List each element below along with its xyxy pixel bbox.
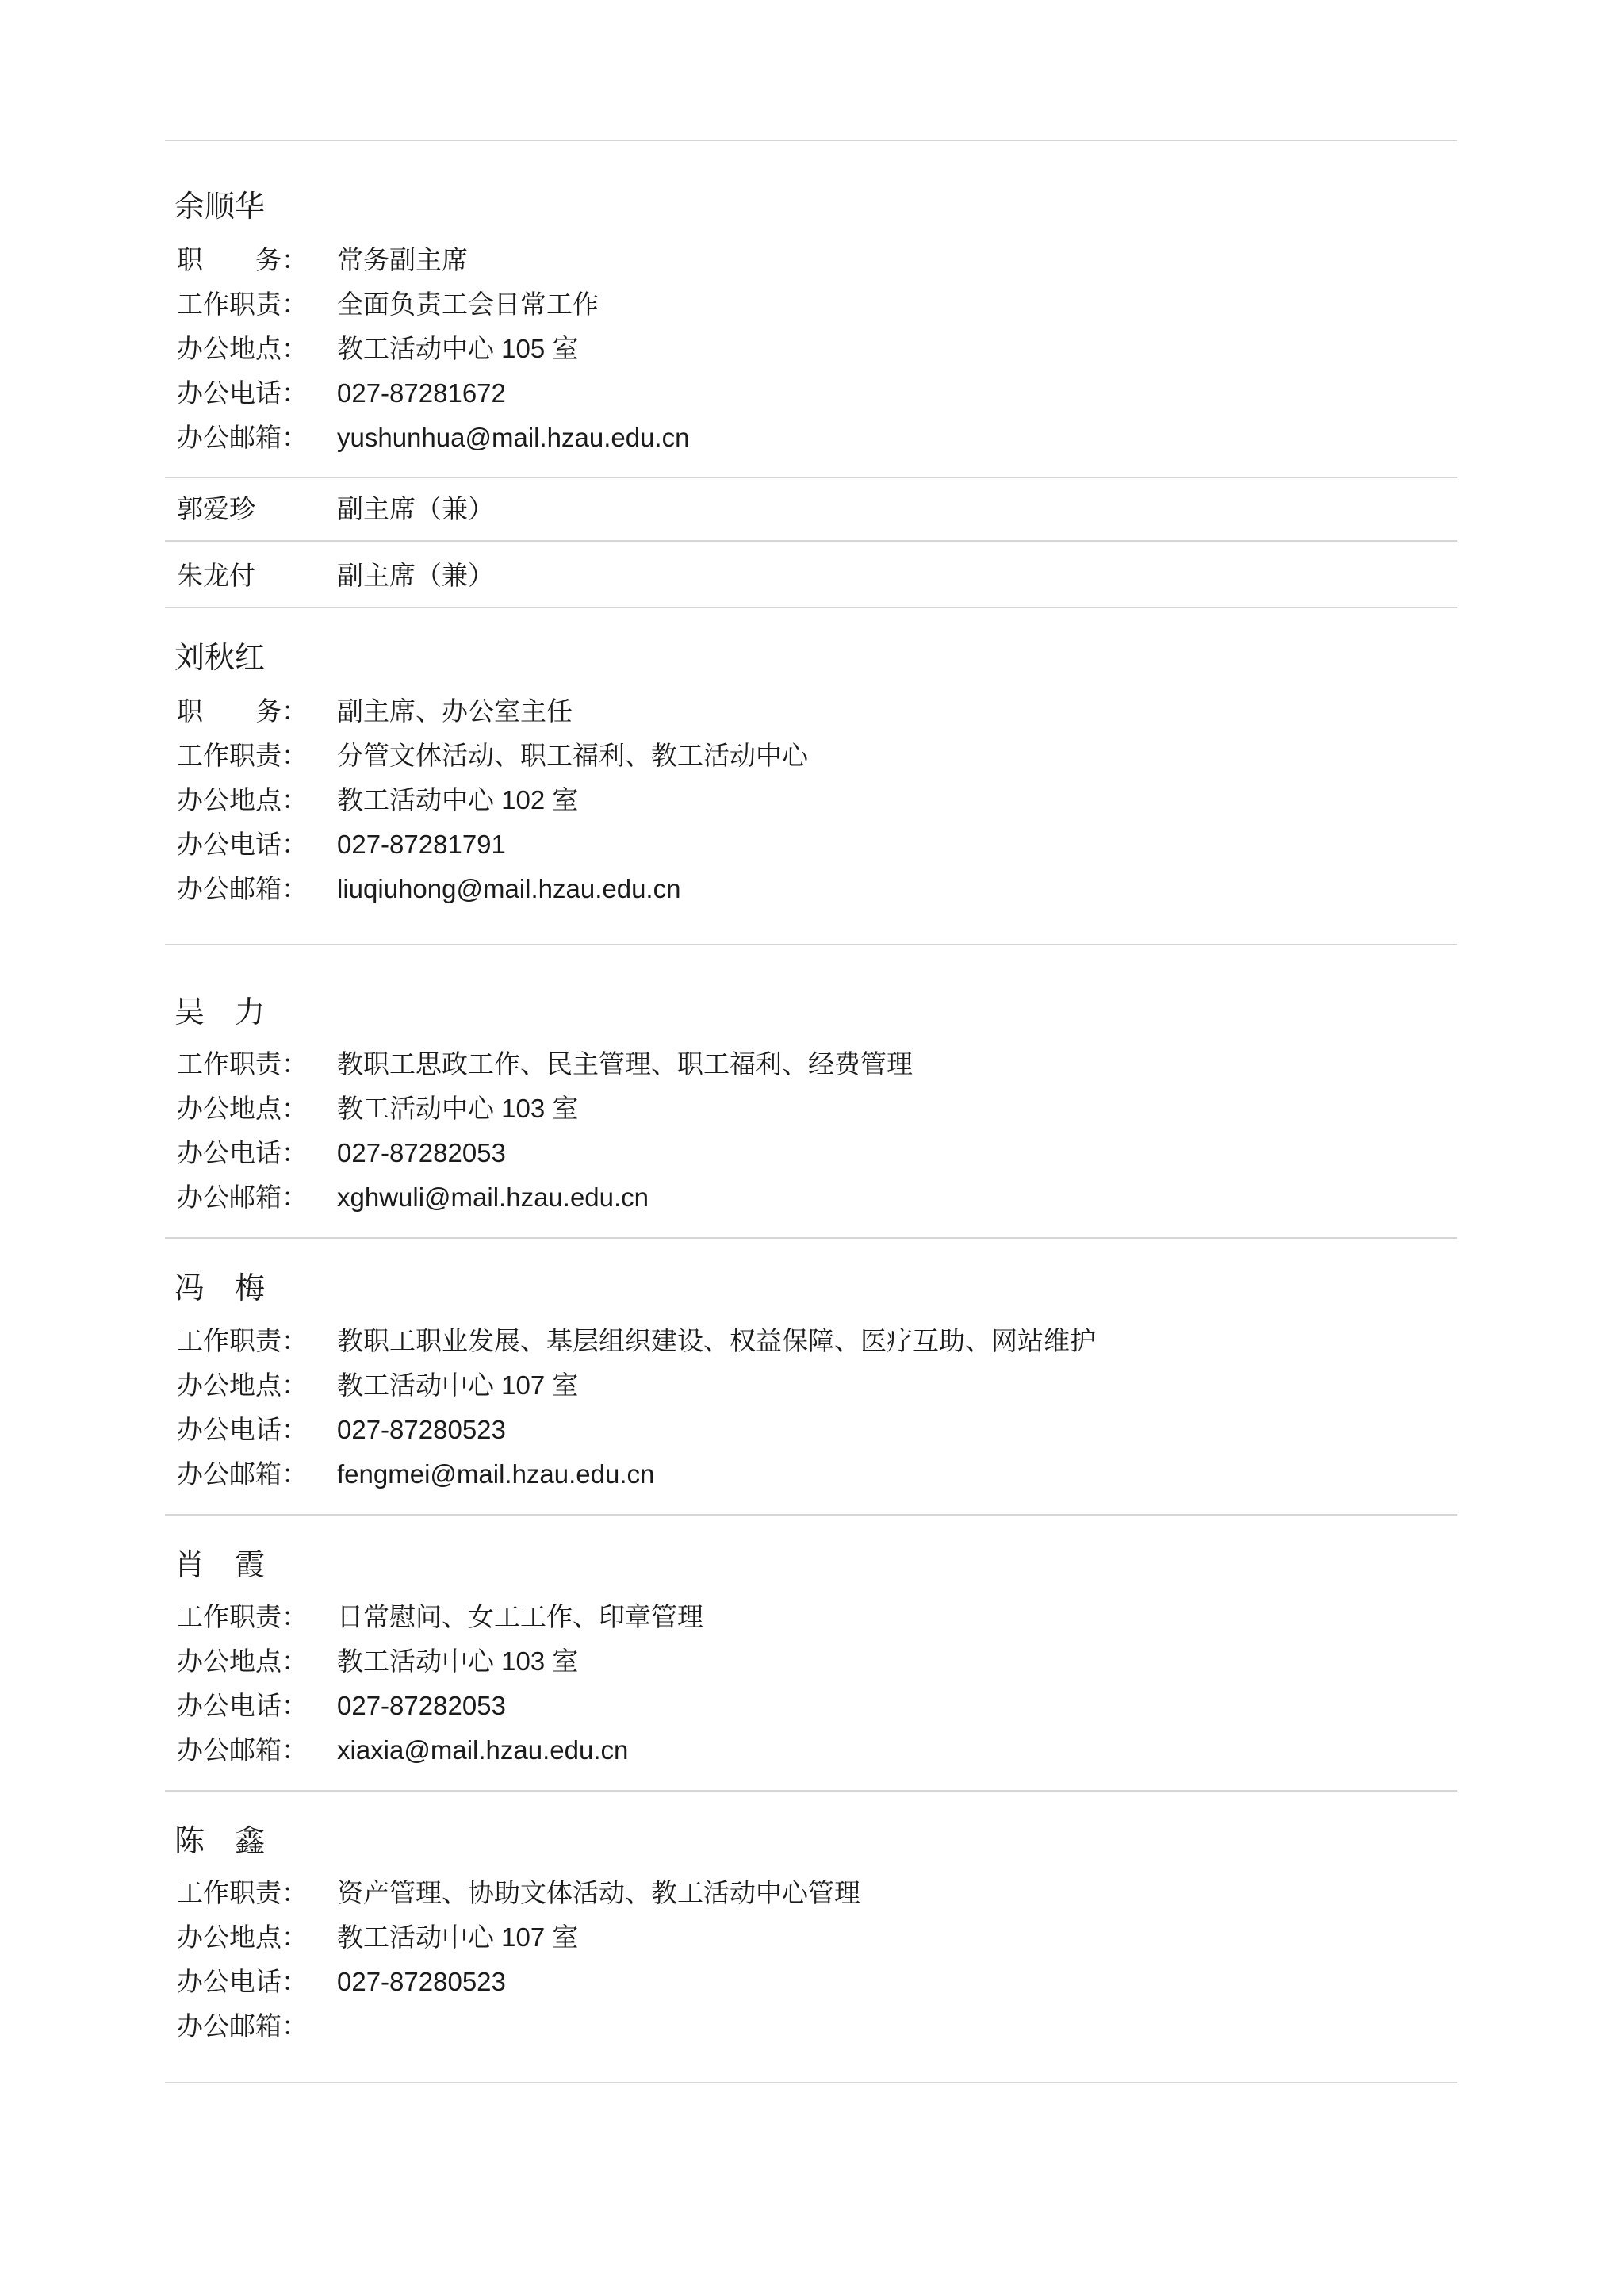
field-row-position [174, 689, 1457, 734]
phone-value: 027-87281791 [337, 830, 506, 859]
phone-value: 027-87281672 [337, 378, 506, 408]
member-name: 吴 力 [174, 996, 266, 1029]
field-label-email: 办公邮箱： [177, 874, 308, 903]
field-label-duties: 工作职责： [177, 1049, 308, 1079]
member-card-zhu-longfu [165, 542, 1457, 607]
member-name: 陈 鑫 [174, 1825, 266, 1858]
field-row-office [174, 1915, 1457, 1960]
field-row-email [174, 2004, 1457, 2049]
field-label-email: 办公邮箱： [177, 1459, 308, 1489]
email-value: fengmei@mail.hzau.edu.cn [337, 1459, 655, 1489]
field-row-duties [174, 282, 1457, 327]
member-name: 余顺华 [174, 190, 266, 224]
member-name: 刘秋红 [174, 642, 266, 675]
field-label-duties: 工作职责： [177, 289, 308, 319]
field-label-office: 办公地点： [177, 785, 308, 815]
duties-value: 教职工职业发展、基层组织建设、权益保障、医疗互助、网站维护 [337, 1326, 1096, 1355]
field-row-duties [174, 1871, 1457, 1915]
duties-value: 资产管理、协助文体活动、教工活动中心管理 [337, 1878, 860, 1907]
field-label-position: 职 务： [177, 245, 308, 274]
member-summary-row [174, 487, 1457, 531]
field-label-email: 办公邮箱： [177, 423, 308, 452]
field-label-duties: 工作职责： [177, 1326, 308, 1355]
field-label-office: 办公地点： [177, 334, 308, 363]
field-label-phone: 办公电话： [177, 1967, 308, 1996]
field-label-office: 办公地点： [177, 1094, 308, 1123]
divider [165, 2082, 1457, 2083]
staff-directory [165, 140, 1457, 2083]
field-label-duties: 工作职责： [177, 741, 308, 770]
office-location-value: 教工活动中心 103 室 [337, 1094, 579, 1123]
field-label-duties: 工作职责： [177, 1602, 308, 1631]
field-label-phone: 办公电话： [177, 830, 308, 859]
duties-value: 分管文体活动、职工福利、教工活动中心 [337, 741, 808, 770]
field-label-email: 办公邮箱： [177, 2011, 308, 2041]
field-row-office [174, 327, 1457, 371]
field-row-email [174, 1452, 1457, 1497]
member-summary-row [174, 554, 1457, 598]
field-row-office [174, 1087, 1457, 1131]
field-label-office: 办公地点： [177, 1370, 308, 1400]
email-value: xghwuli@mail.hzau.edu.cn [337, 1182, 649, 1212]
field-label-position: 职 务： [177, 696, 308, 726]
member-card-feng-mei [165, 1239, 1457, 1514]
field-row-phone [174, 1684, 1457, 1728]
email-value: xiaxia@mail.hzau.edu.cn [337, 1735, 629, 1765]
position-value: 副主席、办公室主任 [337, 696, 573, 726]
email-value: liuqiuhong@mail.hzau.edu.cn [337, 874, 681, 903]
field-label-phone: 办公电话： [177, 378, 308, 408]
position-value: 副主席（兼） [337, 561, 494, 590]
phone-value: 027-87282053 [337, 1691, 506, 1720]
duties-value: 教职工思政工作、民主管理、职工福利、经费管理 [337, 1049, 913, 1079]
field-row-office [174, 1363, 1457, 1408]
member-card-wu-li [165, 945, 1457, 1237]
duties-value: 全面负责工会日常工作 [337, 289, 599, 319]
field-row-position [174, 238, 1457, 282]
office-location-value: 教工活动中心 102 室 [337, 785, 579, 815]
duties-value: 日常慰问、女工工作、印章管理 [337, 1602, 703, 1631]
field-label-email: 办公邮箱： [177, 1735, 308, 1765]
field-row-phone [174, 1960, 1457, 2004]
member-card-liu-qiuhong [165, 608, 1457, 944]
field-row-duties [174, 1319, 1457, 1363]
field-row-phone [174, 371, 1457, 416]
office-location-value: 教工活动中心 105 室 [337, 334, 579, 363]
member-card-guo-aizhen [165, 478, 1457, 540]
field-row-email [174, 1175, 1457, 1220]
member-card-yu-shunhua [165, 141, 1457, 477]
field-label-email: 办公邮箱： [177, 1182, 308, 1212]
field-label-phone: 办公电话： [177, 1691, 308, 1720]
field-row-office [174, 778, 1457, 822]
position-value: 常务副主席 [337, 245, 468, 274]
field-row-duties [174, 1042, 1457, 1087]
member-name: 肖 霞 [174, 1549, 266, 1582]
position-value: 副主席（兼） [337, 494, 494, 523]
member-card-chen-xin [165, 1792, 1457, 2082]
field-row-email [174, 867, 1457, 911]
field-row-phone [174, 1131, 1457, 1175]
phone-value: 027-87280523 [337, 1415, 506, 1444]
field-row-email [174, 416, 1457, 460]
field-row-duties [174, 734, 1457, 778]
member-card-xiao-xia [165, 1516, 1457, 1790]
field-label-office: 办公地点： [177, 1646, 308, 1676]
member-name: 朱龙付 [177, 561, 255, 590]
member-name: 郭爱珍 [177, 494, 255, 523]
field-row-phone [174, 822, 1457, 867]
field-label-phone: 办公电话： [177, 1415, 308, 1444]
field-row-office [174, 1639, 1457, 1684]
field-label-phone: 办公电话： [177, 1138, 308, 1167]
email-value: yushunhua@mail.hzau.edu.cn [337, 423, 690, 452]
office-location-value: 教工活动中心 107 室 [337, 1370, 579, 1400]
member-name: 冯 梅 [174, 1272, 266, 1305]
field-row-email [174, 1728, 1457, 1773]
field-label-duties: 工作职责： [177, 1878, 308, 1907]
field-row-duties [174, 1595, 1457, 1639]
phone-value: 027-87282053 [337, 1138, 506, 1167]
phone-value: 027-87280523 [337, 1967, 506, 1996]
field-row-phone [174, 1408, 1457, 1452]
field-label-office: 办公地点： [177, 1922, 308, 1952]
office-location-value: 教工活动中心 107 室 [337, 1922, 579, 1952]
office-location-value: 教工活动中心 103 室 [337, 1646, 579, 1676]
